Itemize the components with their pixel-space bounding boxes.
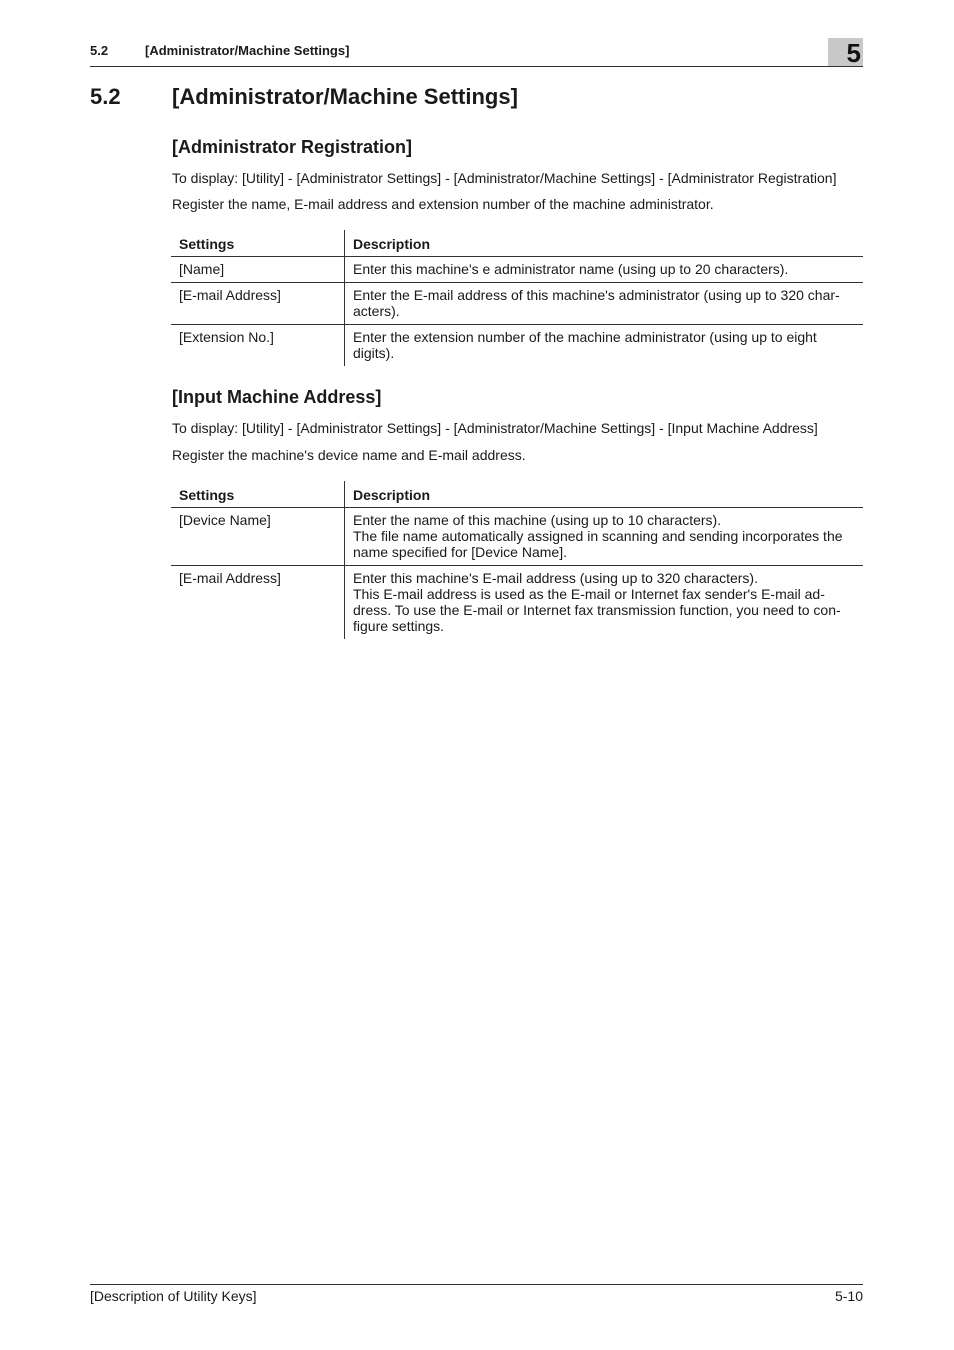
- description-line: The file name automatically assigned in scanning and sending incorporates the: [353, 528, 843, 544]
- page-title-text: [Administrator/Machine Settings]: [172, 84, 518, 109]
- column-header-description: Description: [345, 230, 864, 257]
- table-row: [171, 325, 863, 367]
- table-row: [171, 257, 863, 283]
- page-title: [90, 84, 518, 110]
- column-header-settings: Settings: [171, 230, 345, 257]
- setting-cell: [Extension No.]: [171, 325, 345, 367]
- running-header: [90, 40, 863, 67]
- description-line: acters).: [353, 303, 400, 319]
- admin-registration-intro: Register the name, E-mail address and extension number of the machine administrator.: [172, 196, 714, 212]
- footer-page-number: 5-10: [834, 1288, 863, 1304]
- description-line: Enter the E-mail address of this machine's administrator (using up to 320 char-: [353, 287, 840, 303]
- footer-chapter-title: [Description of Utility Keys]: [90, 1288, 257, 1304]
- table-row: [171, 566, 863, 640]
- admin-registration-table: [171, 230, 863, 366]
- description-line: This E-mail address is used as the E-mail or Internet fax sender's E-mail ad-: [353, 586, 825, 602]
- table-header-row: [171, 481, 863, 508]
- description-cell: [345, 566, 864, 640]
- page-footer: [90, 1284, 863, 1304]
- column-header-settings: Settings: [171, 481, 345, 508]
- description-cell: [345, 257, 864, 283]
- header-section-title: [Administrator/Machine Settings]: [145, 43, 350, 58]
- table-row: [171, 283, 863, 325]
- description-line: Enter this machine's e administrator name (using up to 20 characters).: [353, 261, 789, 277]
- description-cell: [345, 325, 864, 367]
- input-machine-address-heading: [Input Machine Address]: [172, 387, 382, 407]
- input-machine-address-intro: Register the machine's device name and E-mail address.: [172, 447, 526, 463]
- setting-cell: [Name]: [171, 257, 345, 283]
- input-machine-address-table: [171, 481, 863, 639]
- description-line: digits).: [353, 345, 395, 361]
- description-line: figure settings.: [353, 618, 445, 634]
- description-line: Enter the extension number of the machine administrator (using up to eight: [353, 329, 817, 345]
- column-header-description: Description: [345, 481, 864, 508]
- admin-registration-heading: [Administrator Registration]: [172, 137, 413, 157]
- chapter-number-badge: 5: [828, 38, 863, 66]
- header-section-number: 5.2: [90, 43, 109, 58]
- description-cell: [345, 508, 864, 566]
- description-line: Enter this machine's E-mail address (using up to 320 characters).: [353, 570, 758, 586]
- input-machine-address-path: To display: [Utility] - [Administrator Settings] - [Administrator/Machine Settings] - [Input Machine Address]: [172, 420, 818, 436]
- description-cell: [345, 283, 864, 325]
- description-line: name specified for [Device Name].: [353, 544, 567, 560]
- page-title-number: 5.2: [90, 84, 121, 109]
- description-line: dress. To use the E-mail or Internet fax transmission function, you need to con-: [353, 602, 841, 618]
- table-header-row: [171, 230, 863, 257]
- setting-cell: [Device Name]: [171, 508, 345, 566]
- setting-cell: [E-mail Address]: [171, 283, 345, 325]
- admin-registration-path: To display: [Utility] - [Administrator Settings] - [Administrator/Machine Settings] - [Administrator Registration]: [172, 170, 837, 186]
- setting-cell: [E-mail Address]: [171, 566, 345, 640]
- description-line: Enter the name of this machine (using up to 10 characters).: [353, 512, 722, 528]
- table-row: [171, 508, 863, 566]
